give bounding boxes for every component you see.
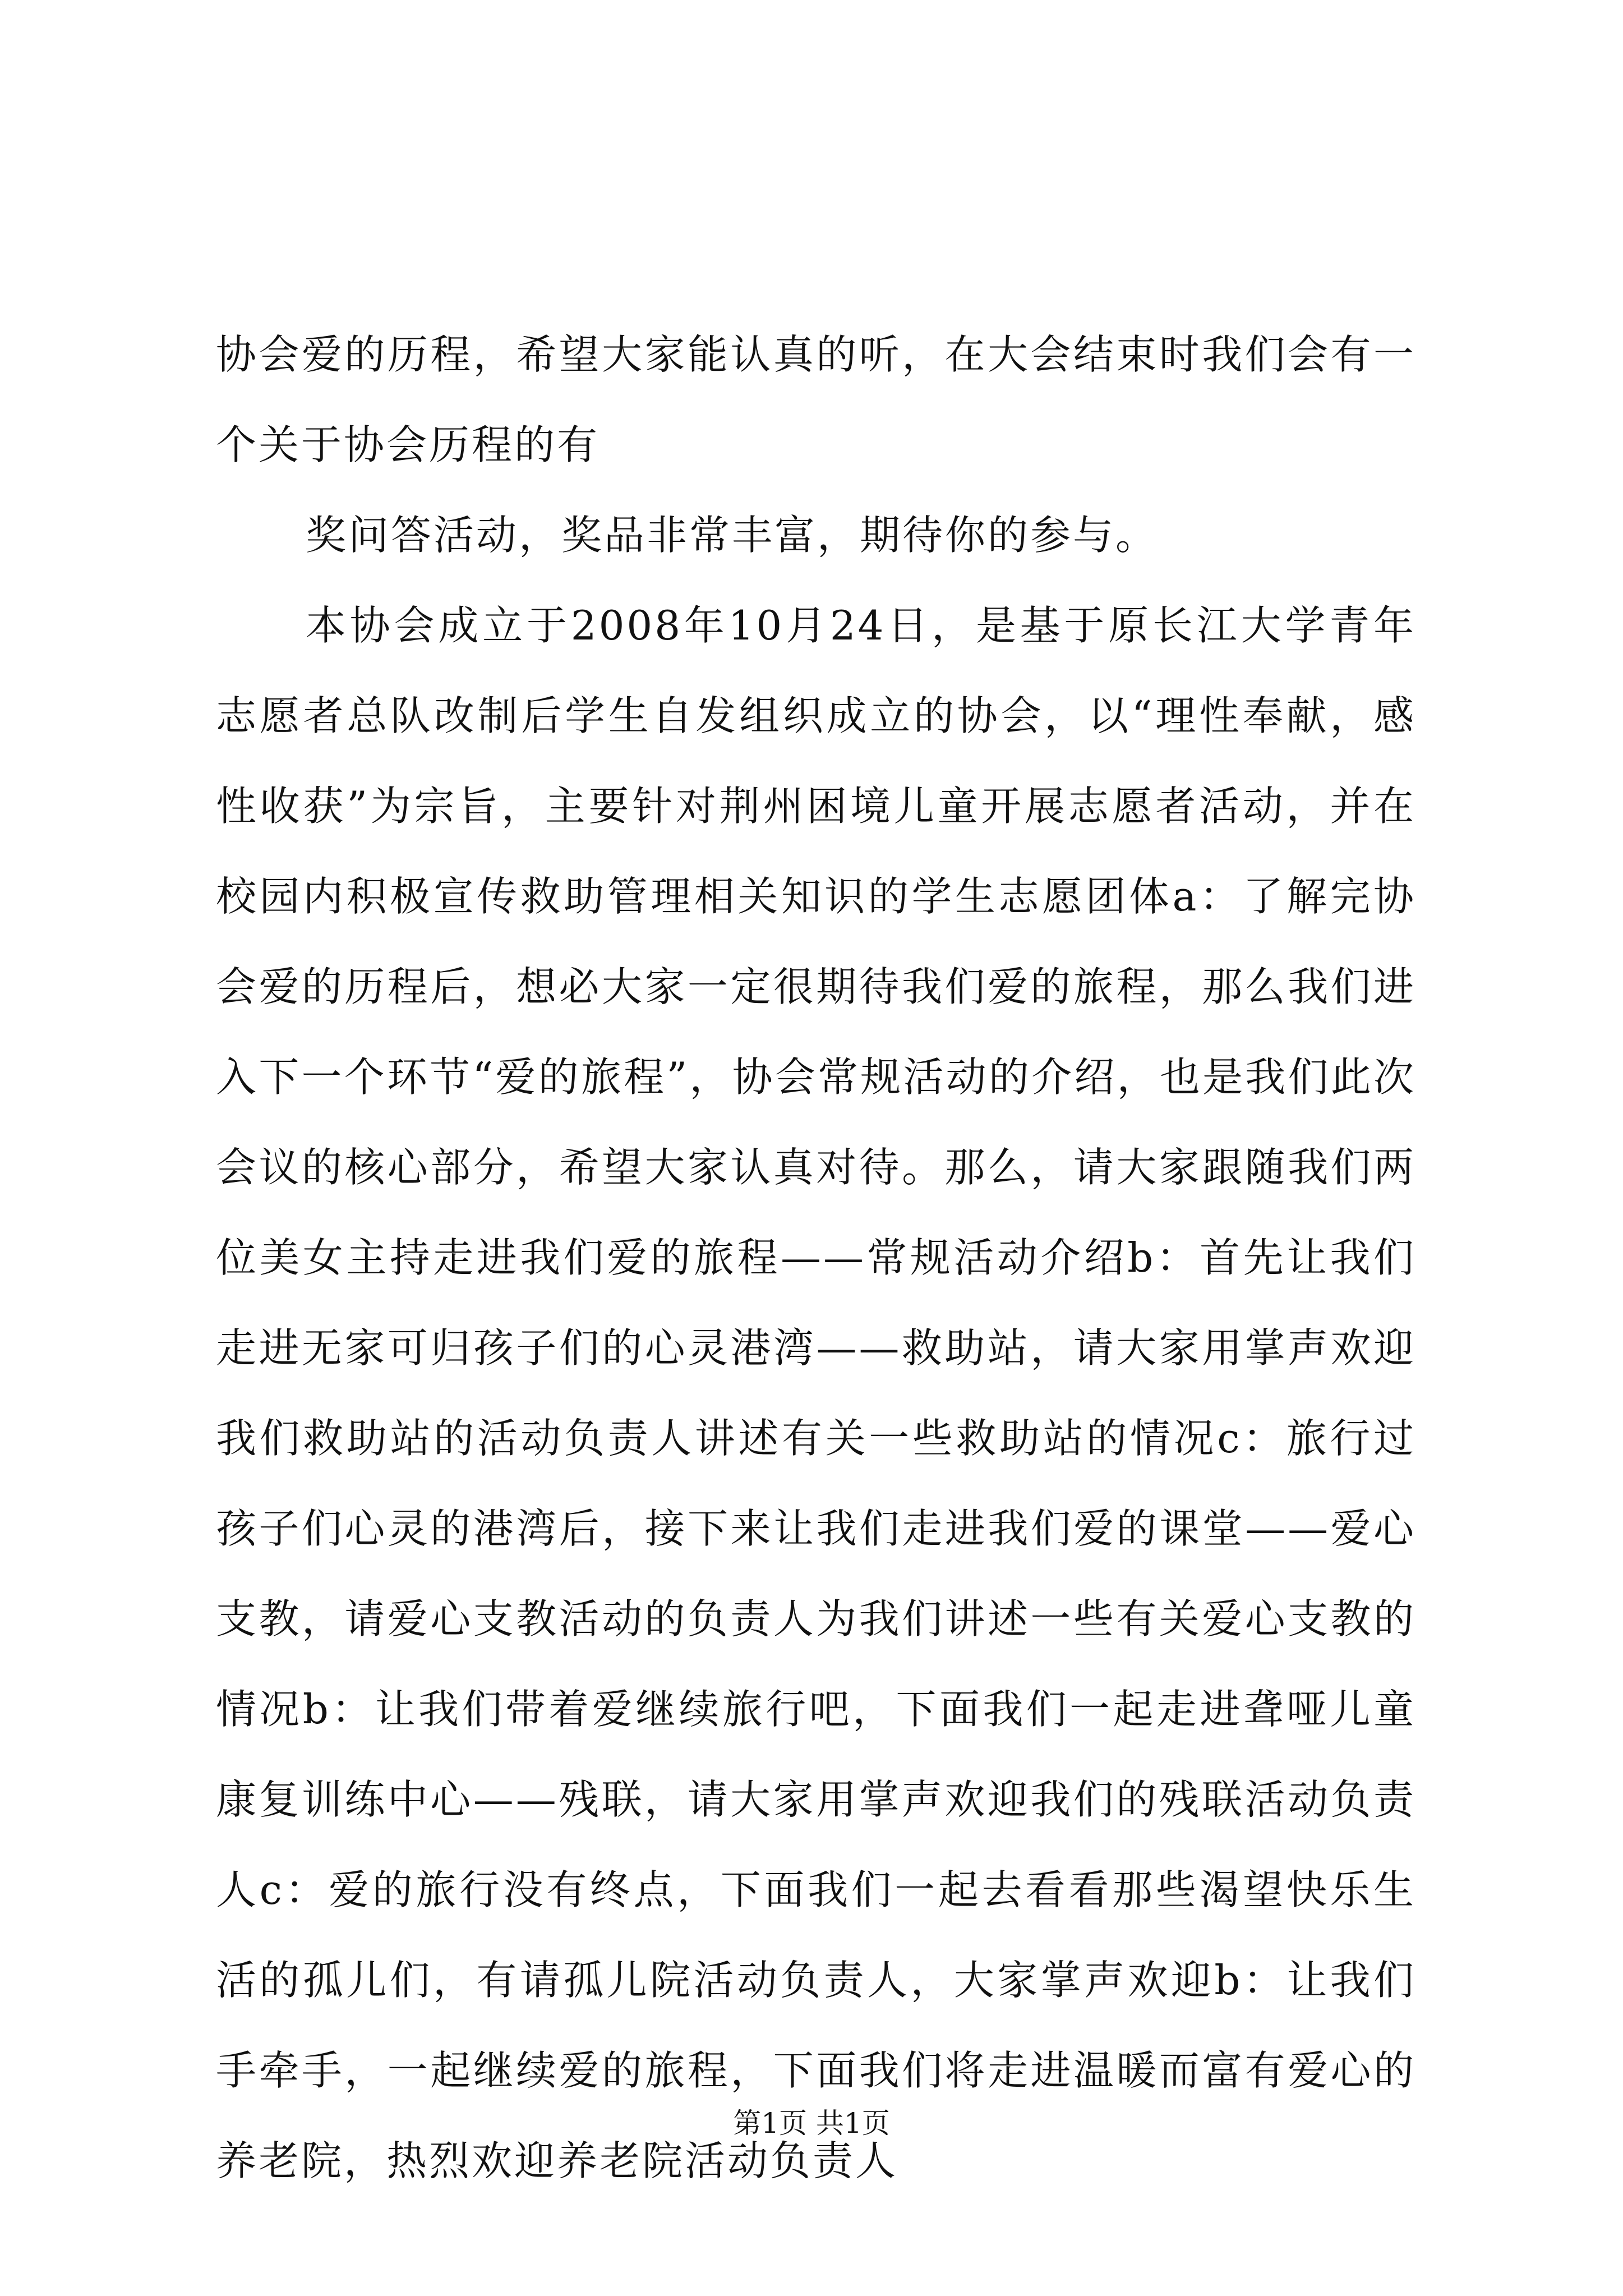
paragraph-2: 奖问答活动，奖品非常丰富，期待你的参与。 bbox=[306, 512, 1159, 559]
page-footer: 第1页 共1页 bbox=[733, 2107, 890, 2139]
paragraph-3: 本协会成立于2008年10月24日，是基于原长江大学青年志愿者总队改制后学生自发组织成立的协会，以“理性奉献，感性收获”为宗旨，主要针对荆州困境儿童开展志愿者活动，并在校园内积极宣传救助管理相关知识的学生志愿团体a：了解完协会爱的历程后，想必大家一定很期待我们爱的旅程，那么我们进入下一个环节“爱的旅程”，协会常规活动的介绍，也是我们此次会议的核心部分，希望大家认真对待。那么，请大家跟随我们两位美女主持走进我们爱的旅程——常规活动介绍b：首先让我们走进无家可归孩子们的心灵港湾——救助站，请大家用掌声欢迎我们救助站的活动负责人讲述有关一些救助站的情况c：旅行过孩子们心灵的港湾后，接下来让我们走进我们爱的课堂——爱心支教，请爱心支教活动的负责人为我们讲述一些有关爱心支教的情况b：让我们带着爱继续旅行吧，下面我们一起走进聋哑儿童康复训练中心——残联，请大家用掌声欢迎我们的残联活动负责人c：爱的旅行没有终点，下面我们一起去看看那些渴望快乐生活的孤儿们，有请孤儿院活动负责人，大家掌声欢迎b：让我们手牵手，一起继续爱的旅程，下面我们将走进温暖而富有爱心的养老院，热烈欢迎养老院活动负责人 bbox=[216, 602, 1416, 2184]
paragraph-1: 协会爱的历程，希望大家能认真的听，在大会结束时我们会有一个关于协会历程的有 bbox=[216, 331, 1416, 468]
document-body bbox=[216, 310, 1416, 2206]
